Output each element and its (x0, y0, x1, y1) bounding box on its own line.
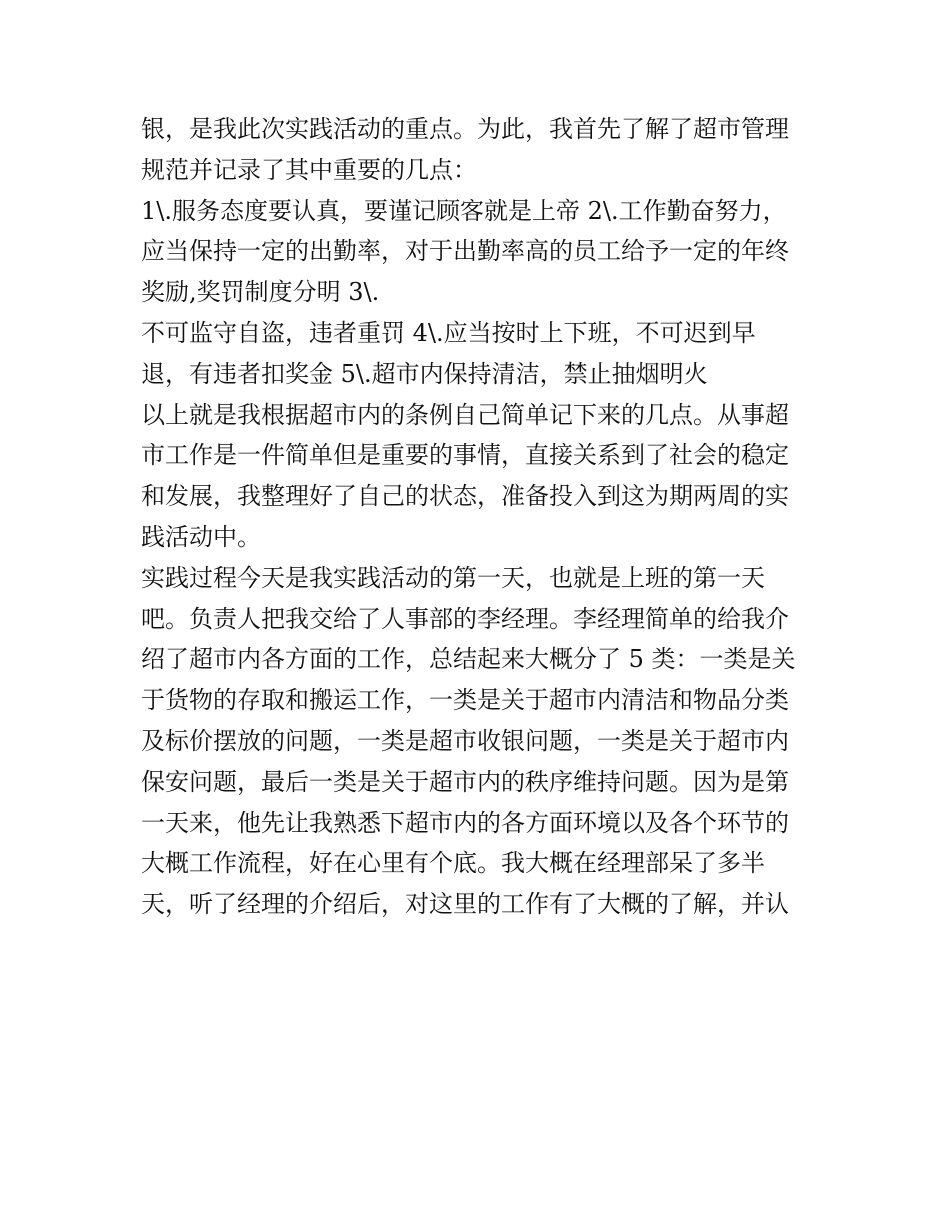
text-line: 一天来，他先让我熟悉下超市内的各方面环境以及各个环节的 (141, 808, 789, 837)
text-line: 保安问题，最后一类是关于超市内的秩序维持问题。因为是第 (141, 767, 789, 796)
text-line: 及标价摆放的问题，一类是超市收银问题，一类是关于超市内 (141, 726, 789, 755)
text-line: 以上就是我根据超市内的条例自己简单记下来的几点。从事超 (141, 400, 789, 429)
text-line: 大概工作流程，好在心里有个底。我大概在经理部呆了多半 (141, 849, 765, 878)
text-line: 吧。负责人把我交给了人事部的李经理。李经理简单的给我介 (141, 604, 789, 633)
document-body (141, 109, 821, 925)
text-line: 1\.服务态度要认真，要谨记顾客就是上帝 2\.工作勤奋努力， (141, 196, 787, 225)
text-line: 退，有违者扣奖金 5\.超市内保持清洁，禁止抽烟明火 (141, 359, 708, 388)
text-line: 银，是我此次实践活动的重点。为此，我首先了解了超市管理 (141, 115, 789, 143)
text-line: 实践过程今天是我实践活动的第一天，也就是上班的第一天 (141, 563, 765, 592)
text-line: 于货物的存取和搬运工作，一类是关于超市内清洁和物品分类 (141, 686, 789, 715)
text-line: 绍了超市内各方面的工作，总结起来大概分了 5 类：一类是关 (141, 645, 796, 674)
text-line: 奖励,奖罚制度分明 3\. (141, 278, 380, 307)
text-line: 市工作是一件简单但是重要的事情，直接关系到了社会的稳定 (141, 441, 789, 470)
text-line: 规范并记录了其中重要的几点： (141, 155, 477, 184)
text-line: 不可监守自盗，违者重罚 4\.应当按时上下班，不可迟到早 (141, 318, 756, 347)
text-line: 天，听了经理的介绍后，对这里的工作有了大概的了解，并认 (141, 890, 789, 919)
text-line: 和发展，我整理好了自己的状态，准备投入到这为期两周的实 (141, 482, 789, 511)
text-line: 应当保持一定的出勤率，对于出勤率高的员工给予一定的年终 (141, 237, 789, 266)
text-line: 践活动中。 (141, 522, 261, 551)
